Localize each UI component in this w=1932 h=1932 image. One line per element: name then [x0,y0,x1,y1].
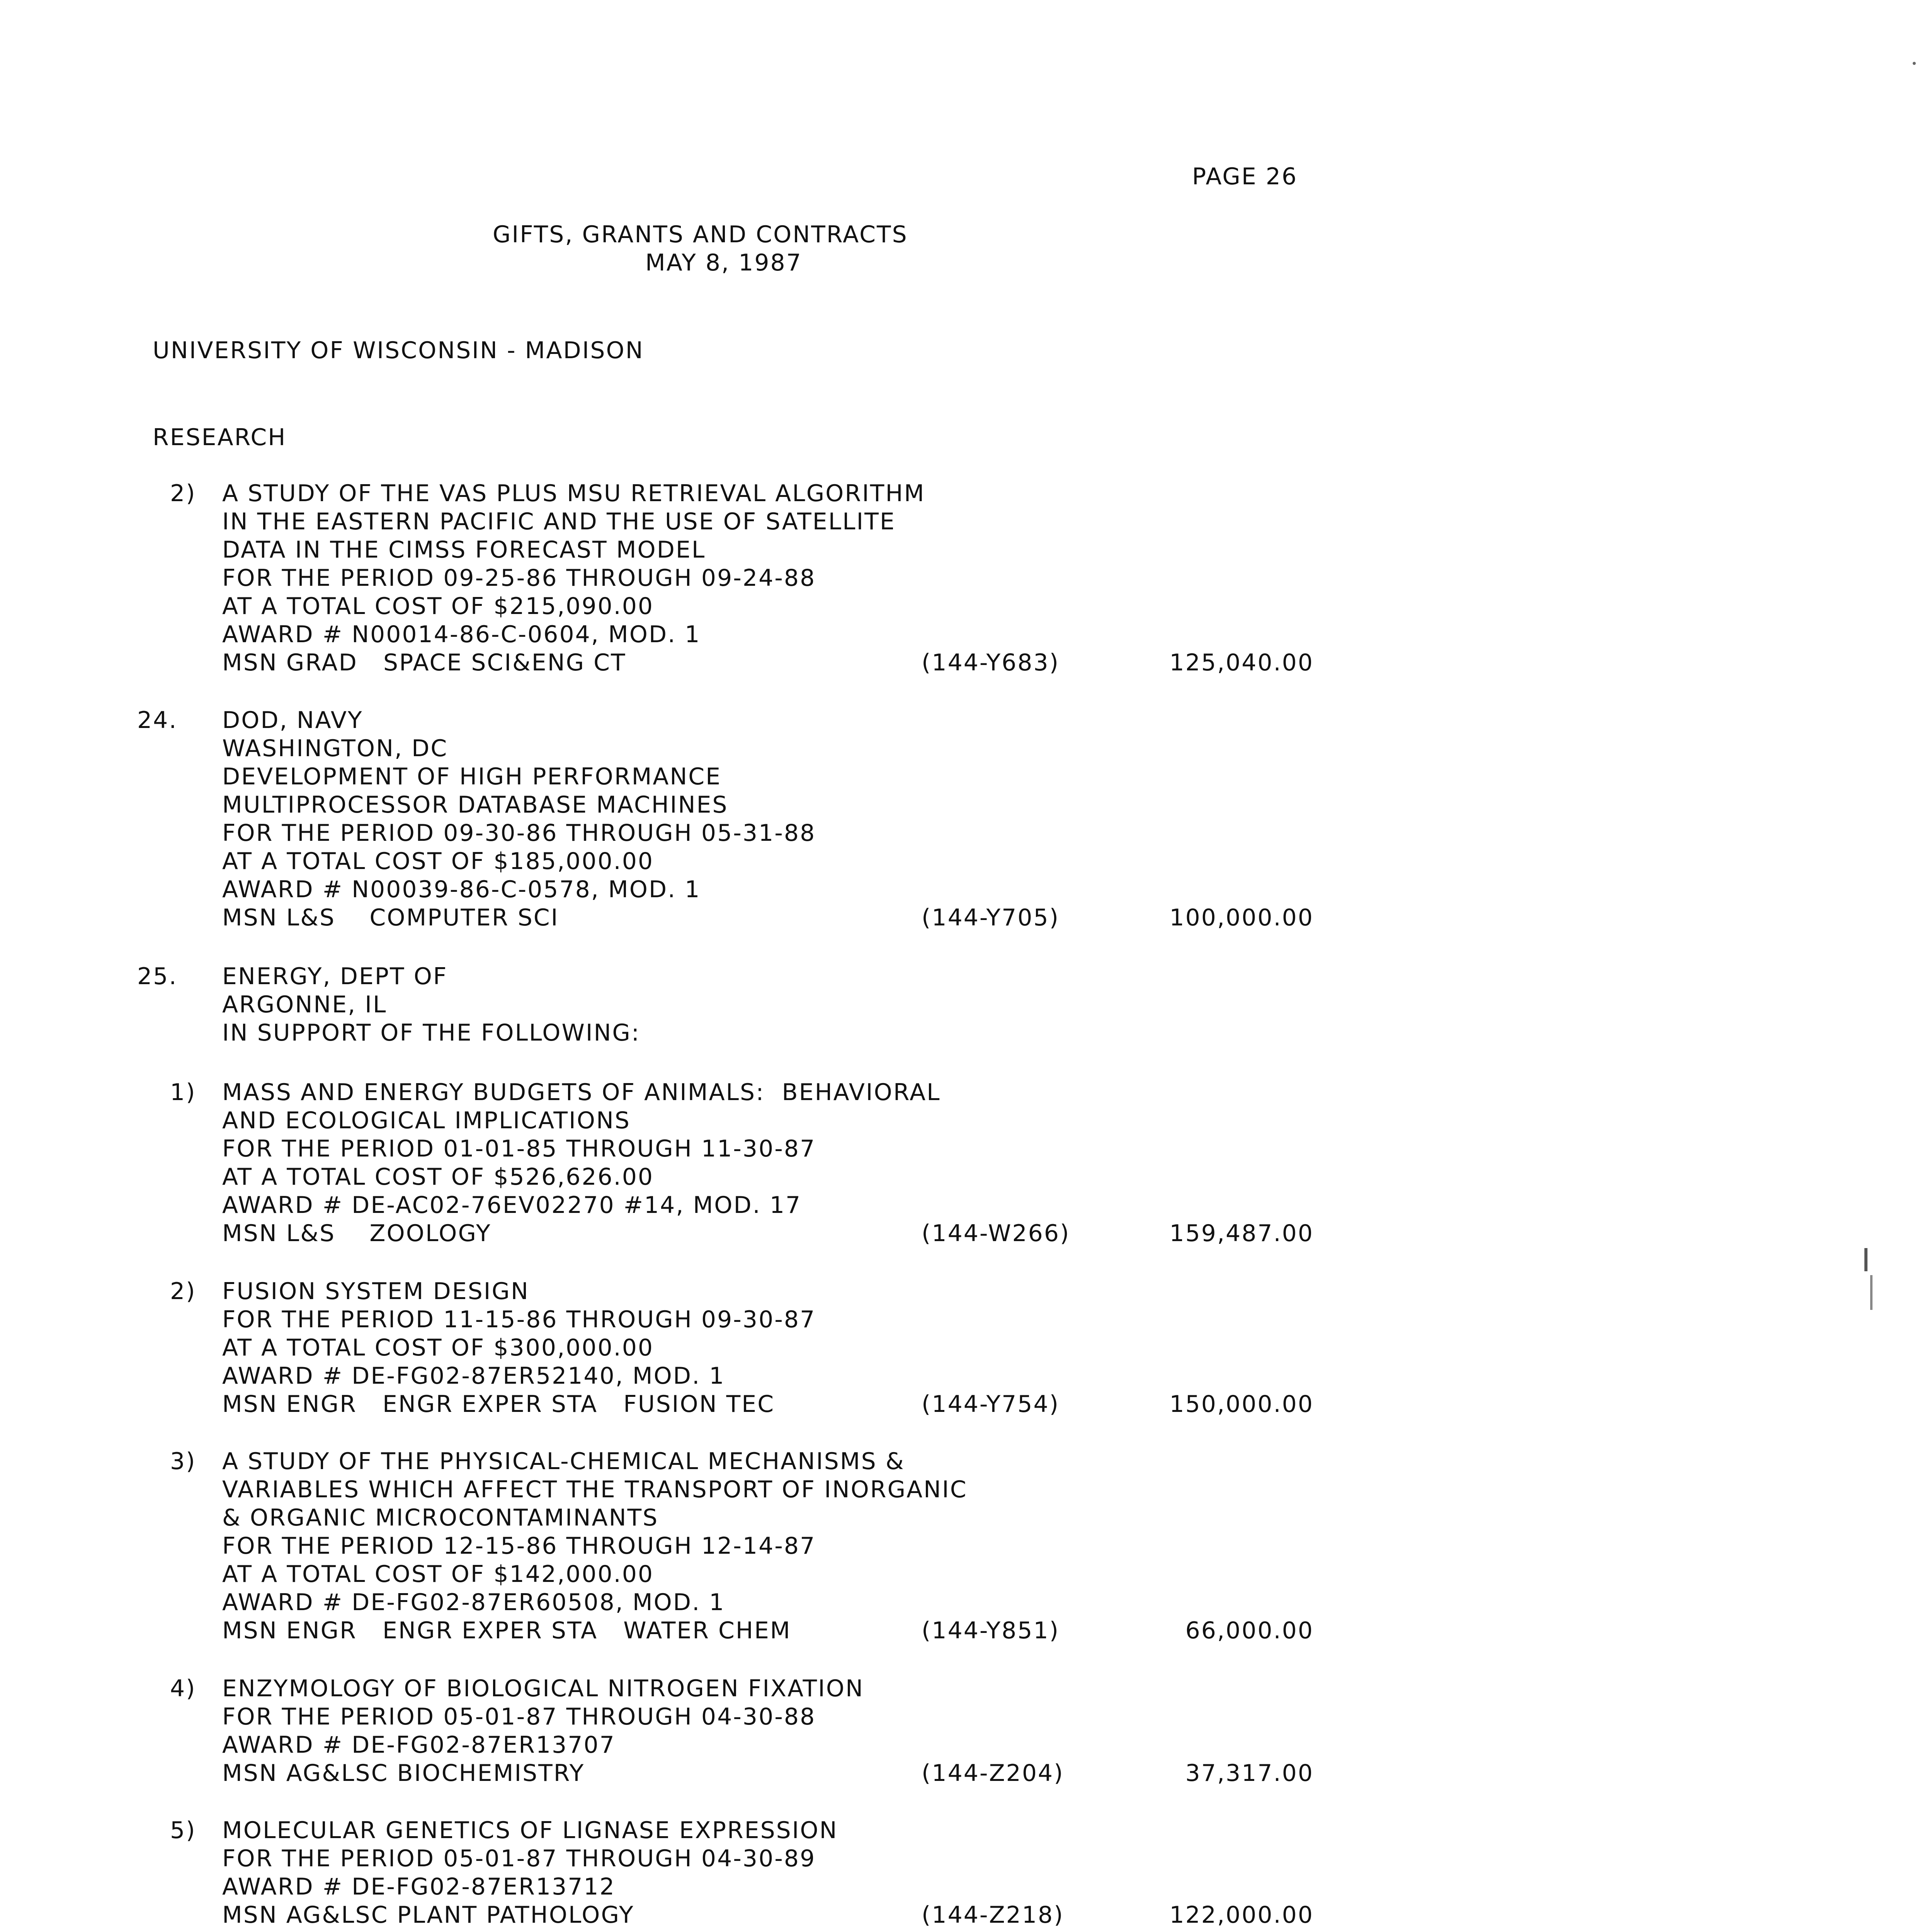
entry-number: 5) [170,1817,196,1844]
entry-line: FOR THE PERIOD 09-30-86 THROUGH 05-31-88 [222,820,816,847]
amount: 100,000.00 [1169,904,1314,931]
entry-line: MSN AG&LSC BIOCHEMISTRY [222,1760,585,1787]
entry-line: AT A TOTAL COST OF $526,626.00 [222,1163,654,1190]
entry-line: ARGONNE, IL [222,991,387,1018]
scan-speck [1913,62,1916,65]
institution-heading: UNIVERSITY OF WISCONSIN - MADISON [153,337,644,364]
entry-line: AT A TOTAL COST OF $185,000.00 [222,848,654,875]
entry-line: MSN GRAD SPACE SCI&ENG CT [222,649,626,676]
entry-line: MSN ENGR ENGR EXPER STA FUSION TEC [222,1391,775,1418]
account-number: (144-Y705) [922,904,1060,931]
entry-line: WASHINGTON, DC [222,735,448,762]
entry-line: VARIABLES WHICH AFFECT THE TRANSPORT OF INORGANIC [222,1476,968,1503]
entry-line: AT A TOTAL COST OF $142,000.00 [222,1561,654,1588]
entry-line: FOR THE PERIOD 12-15-86 THROUGH 12-14-87 [222,1532,816,1560]
entry-line: FOR THE PERIOD 05-01-87 THROUGH 04-30-88 [222,1703,816,1730]
entry-line: DOD, NAVY [222,707,363,734]
entry-line: AWARD # DE-FG02-87ER52140, MOD. 1 [222,1362,725,1389]
entry-line: & ORGANIC MICROCONTAMINANTS [222,1504,659,1531]
entry-line: IN THE EASTERN PACIFIC AND THE USE OF SATELLITE [222,508,896,535]
entry-number: 25. [137,963,178,990]
entry-line: FOR THE PERIOD 11-15-86 THROUGH 09-30-87 [222,1306,816,1333]
entry-line: A STUDY OF THE PHYSICAL-CHEMICAL MECHANISMS & [222,1448,905,1475]
account-number: (144-Y851) [922,1617,1060,1644]
entry-line: AWARD # N00014-86-C-0604, MOD. 1 [222,621,701,648]
entry-line: DEVELOPMENT OF HIGH PERFORMANCE [222,763,722,790]
amount: 122,000.00 [1169,1901,1314,1929]
entry-number: 1) [170,1079,196,1106]
scan-speck [1870,1275,1872,1310]
account-number: (144-Z204) [922,1760,1064,1787]
entry-line: MSN L&S COMPUTER SCI [222,904,559,931]
entry-line: AWARD # DE-FG02-87ER13712 [222,1873,616,1900]
entry-line: AT A TOTAL COST OF $300,000.00 [222,1334,654,1361]
entry-number: 2) [170,480,196,507]
entry-line: AND ECOLOGICAL IMPLICATIONS [222,1107,631,1134]
section-heading: RESEARCH [153,424,287,451]
entry-line: FUSION SYSTEM DESIGN [222,1278,529,1305]
entry-line: MSN AG&LSC PLANT PATHOLOGY [222,1901,634,1929]
entry-line: DATA IN THE CIMSS FORECAST MODEL [222,536,706,563]
entry-line: AWARD # DE-AC02-76EV02270 #14, MOD. 17 [222,1192,802,1219]
entry-line: FOR THE PERIOD 09-25-86 THROUGH 09-24-88 [222,565,816,592]
entry-line: ENZYMOLOGY OF BIOLOGICAL NITROGEN FIXATION [222,1675,864,1702]
entry-line: IN SUPPORT OF THE FOLLOWING: [222,1019,641,1046]
entry-line: AT A TOTAL COST OF $215,090.00 [222,593,654,620]
entry-number: 4) [170,1675,196,1702]
entry-number: 24. [137,707,178,734]
scan-speck [1864,1248,1867,1271]
document-date: MAY 8, 1987 [645,249,802,276]
entry-line: MULTIPROCESSOR DATABASE MACHINES [222,791,728,818]
amount: 125,040.00 [1169,649,1314,676]
entry-number: 2) [170,1278,196,1305]
entry-line: AWARD # DE-FG02-87ER13707 [222,1731,616,1759]
account-number: (144-Z218) [922,1901,1064,1929]
entry-line: MSN L&S ZOOLOGY [222,1220,492,1247]
amount: 37,317.00 [1185,1760,1314,1787]
entry-line: ENERGY, DEPT OF [222,963,448,990]
entry-line: MSN ENGR ENGR EXPER STA WATER CHEM [222,1617,791,1644]
entry-line: MOLECULAR GENETICS OF LIGNASE EXPRESSION [222,1817,838,1844]
entry-line: FOR THE PERIOD 01-01-85 THROUGH 11-30-87 [222,1135,816,1162]
account-number: (144-W266) [922,1220,1070,1247]
amount: 66,000.00 [1185,1617,1314,1644]
entry-line: AWARD # DE-FG02-87ER60508, MOD. 1 [222,1589,725,1616]
entry-line: A STUDY OF THE VAS PLUS MSU RETRIEVAL ALGORITHM [222,480,925,507]
entry-line: MASS AND ENERGY BUDGETS OF ANIMALS: BEHAVIORAL [222,1079,941,1106]
entry-line: FOR THE PERIOD 05-01-87 THROUGH 04-30-89 [222,1845,816,1872]
amount: 150,000.00 [1169,1391,1314,1418]
account-number: (144-Y754) [922,1391,1060,1418]
account-number: (144-Y683) [922,649,1060,676]
entry-number: 3) [170,1448,196,1475]
entry-line: AWARD # N00039-86-C-0578, MOD. 1 [222,876,701,903]
amount: 159,487.00 [1169,1220,1314,1247]
page-number: PAGE 26 [1192,163,1298,190]
document-title: GIFTS, GRANTS AND CONTRACTS [493,221,908,248]
